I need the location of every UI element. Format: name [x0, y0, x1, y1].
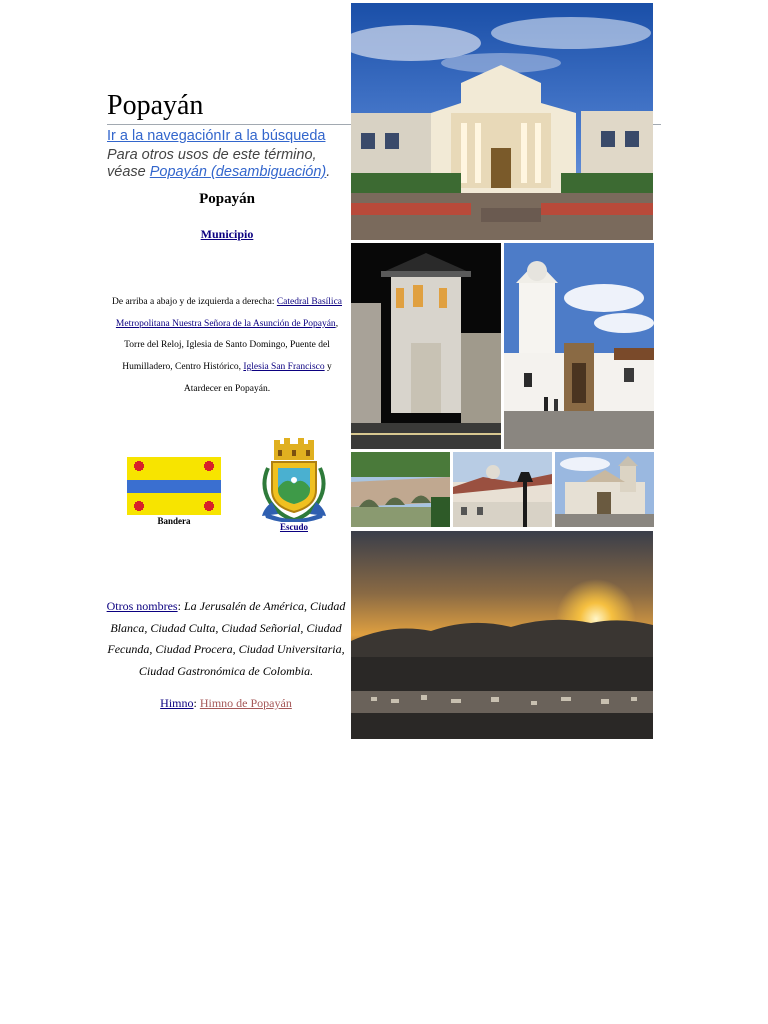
hatnote-suffix: .: [326, 164, 331, 180]
caption-intro: De arriba a abajo y de izquierda a derecha:: [112, 297, 277, 307]
santo-domingo-photo[interactable]: [504, 243, 654, 449]
sunset-photo[interactable]: [351, 531, 653, 739]
flag-label: Bandera: [157, 516, 191, 526]
infobox-name: Popayán: [199, 191, 255, 207]
hatnote: [107, 147, 352, 181]
clock-tower-photo[interactable]: [351, 243, 501, 449]
caption-end: y Atardecer en Popayán.: [183, 362, 332, 394]
other-names: [106, 596, 346, 683]
anthem-row: [106, 696, 346, 711]
anthem-colon: :: [193, 696, 200, 710]
cathedral-link[interactable]: Catedral Basílica Metropolitana Nuestra Señora de la Asunción de Popayán: [115, 297, 342, 329]
hatnote-prefix: Para otros usos de este término, véase: [107, 147, 317, 180]
anthem-value-link[interactable]: Himno de Popayán: [199, 696, 292, 710]
infobox-type: [160, 227, 294, 242]
other-names-link[interactable]: Otros nombres: [106, 599, 178, 613]
historic-centre-photo[interactable]: [453, 452, 552, 527]
escudo-link[interactable]: Escudo: [279, 522, 308, 532]
municipio-link[interactable]: Municipio: [200, 227, 254, 241]
anthem-link[interactable]: Himno: [160, 696, 194, 710]
coat-of-arms-image[interactable]: [258, 436, 330, 522]
other-names-colon: :: [177, 599, 184, 613]
san-francisco-link[interactable]: Iglesia San Francisco: [243, 362, 325, 373]
humilladero-bridge-photo[interactable]: [351, 452, 450, 527]
flag-image[interactable]: [127, 457, 221, 515]
skip-navigation-link[interactable]: Ir a la navegaciónIr a la búsqueda: [107, 128, 326, 144]
san-francisco-church-photo[interactable]: [555, 452, 654, 527]
other-names-value: La Jerusalén de América, Ciudad Blanca, Ciudad Culta, Ciudad Señorial, Ciudad Fecunda, Ciudad Procera, Ciudad Universitaria, Ciudad Gastronómica de Colombia.: [107, 599, 346, 679]
page-title: Popayán: [107, 90, 204, 121]
coat-of-arms-label: [258, 522, 330, 532]
disambiguation-link[interactable]: Popayán (desambiguación): [149, 164, 327, 180]
montage-caption: [110, 292, 344, 401]
cathedral-photo[interactable]: [351, 3, 653, 240]
caption-middle: , Torre del Reloj, Iglesia de Santo Domingo, Puente del Humilladero, Centro Histórico,: [122, 318, 339, 373]
